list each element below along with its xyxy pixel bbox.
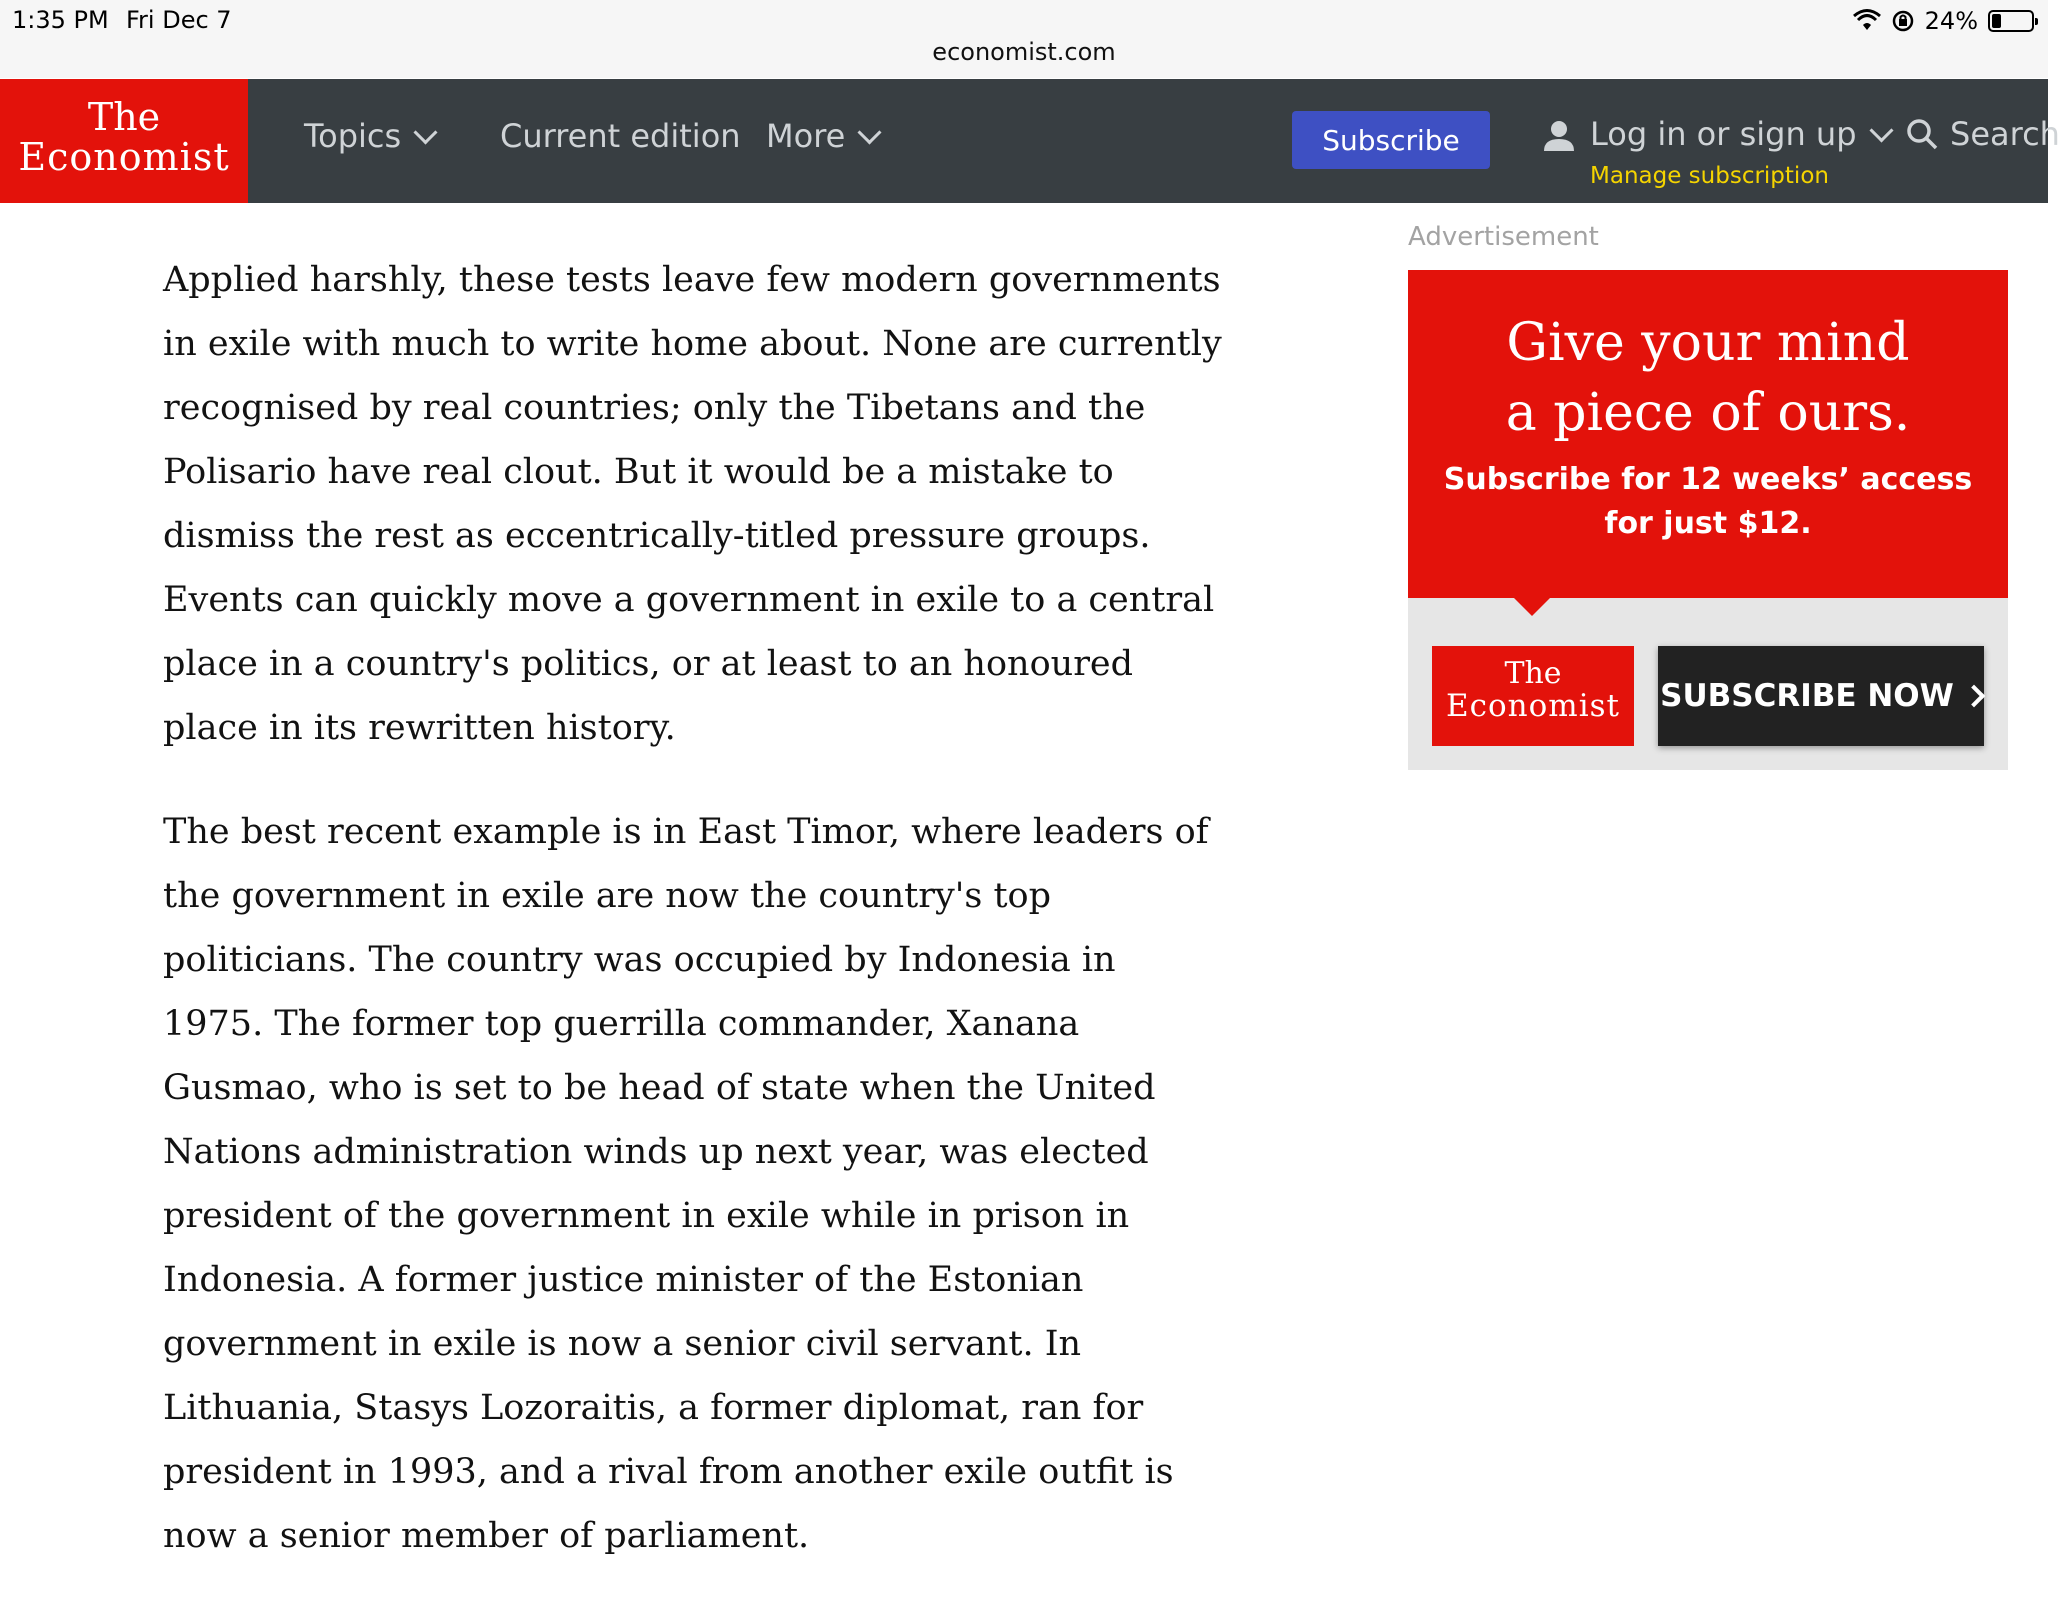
ad-subtext [1408,458,2008,546]
search-icon [1906,118,1938,150]
nav-current-edition-label: Current edition [500,117,741,155]
nav-current-edition[interactable] [500,117,741,155]
ad-subscribe-now-button[interactable] [1658,646,1984,746]
address-bar[interactable]: economist.com [932,38,1116,66]
article-body [163,248,1223,1608]
logo-line1: The [87,95,161,139]
nav-topics[interactable] [304,117,434,155]
login-label: Log in or sign up [1590,115,1857,153]
subscription-ad[interactable] [1408,270,2008,770]
status-time: 1:35 PM [12,6,109,34]
ad-logo-line2: Economist [1446,688,1620,724]
ad-cta-label: SUBSCRIBE NOW [1660,678,1954,714]
ad-logo-line1: The [1504,656,1562,691]
article-paragraph: Applied harshly, these tests leave few modern governments in exile with much to write home about. None are currently recognised by real countries; only the Tibetans and the Polisario have real clout. But it would be a mistake to dismiss the rest as eccentrically-titled pressure groups. Events can quickly move a government in exile to a central place in a country's politics, or at least to an honoured place in its rewritten history. [163,260,1222,748]
orientation-lock-icon [1891,9,1915,33]
ad-headline-line1: Give your mind [1506,313,1910,373]
site-navbar [0,79,2060,203]
ad-subtext-line2: for just $12. [1604,506,1812,541]
login-signup-menu[interactable] [1590,115,1890,153]
subscribe-button[interactable]: Subscribe [1292,111,1490,169]
ad-pointer [1508,592,1556,616]
chevron-right-icon [1963,685,1986,708]
search-button[interactable] [1906,115,2060,153]
chevron-down-icon [1869,118,1893,142]
ad-economist-logo [1432,646,1634,746]
logo-line2: Economist [18,135,230,179]
advertisement-label: Advertisement [1408,222,1599,252]
manage-subscription-link[interactable]: Manage subscription [1590,163,1829,189]
wifi-icon [1853,10,1881,32]
chevron-down-icon [414,120,438,144]
ad-headline-line2: a piece of ours. [1505,383,1911,443]
nav-more[interactable] [766,117,878,155]
article-paragraph: The best recent example is in East Timor, where leaders of the government in exile are now the country's top politicians. The country was occupied by Indonesia in 1975. The former top guerrilla commander, Xanana Gusmao, who is set to be head of state when the United Nations administration winds up next year, was elected president of the government in exile while in prison in Indonesia. A former justice minister of the Estonian government in exile is now a senior civil servant. In Lithuania, Stasys Lozoraitis, a former diplomat, ran for president in 1993, and a rival from another exile outfit is now a senior member of parliament. [163,812,1209,1556]
ad-headline [1408,308,2008,448]
ad-subtext-line1: Subscribe for 12 weeks’ access [1443,462,1973,497]
nav-more-label: More [766,117,846,155]
search-label: Search [1950,115,2060,153]
battery-percentage: 24% [1924,7,1978,35]
chevron-down-icon [858,120,882,144]
status-indicators [1853,4,2034,38]
battery-level [1992,14,2001,28]
battery-icon [1988,10,2034,32]
status-date: Fri Dec 7 [126,6,232,34]
status-bar [0,0,2048,78]
economist-logo[interactable] [0,79,248,203]
ad-red-panel [1408,270,2008,598]
nav-topics-label: Topics [304,117,402,155]
user-icon [1542,119,1576,153]
